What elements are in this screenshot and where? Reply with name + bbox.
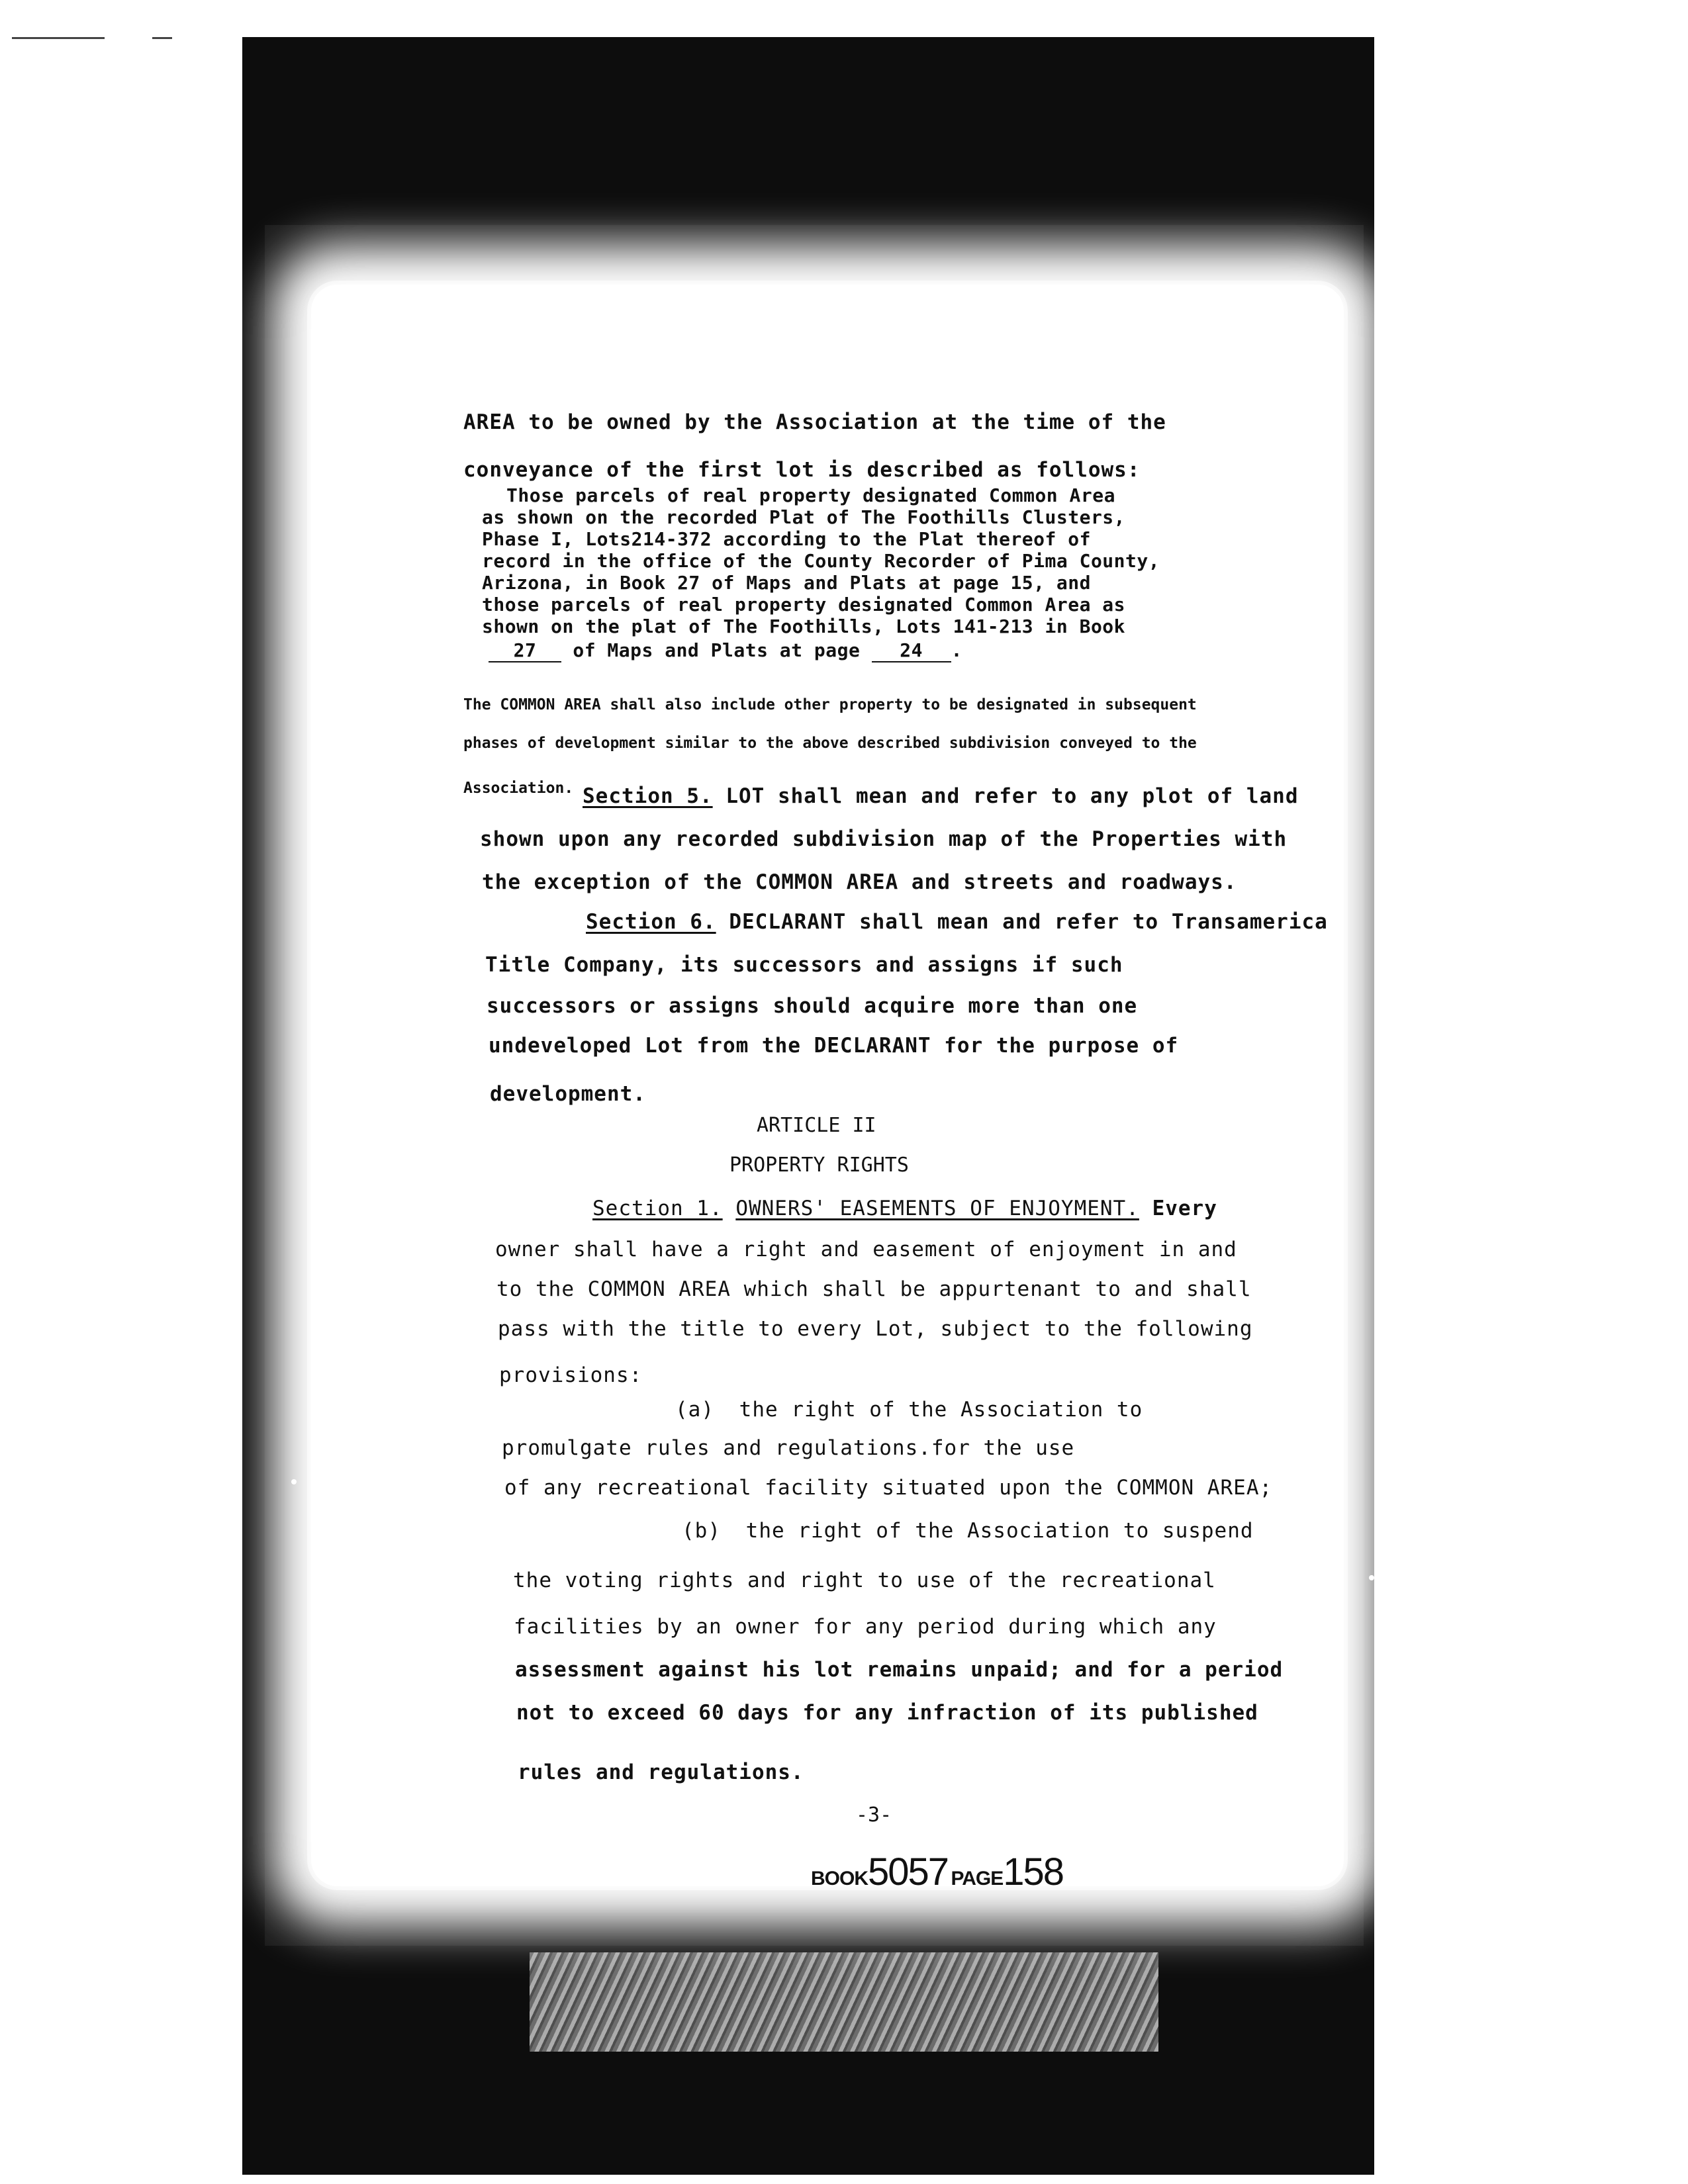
- intro-line: AREA to be owned by the Association at the time of the: [463, 410, 1166, 434]
- section6-line: successors or assigns should acquire more than one: [487, 994, 1138, 1018]
- provision-b-line: not to exceed 60 days for any infraction of its published: [516, 1701, 1258, 1725]
- section1-line: to the COMMON AREA which shall be appurtenant to and shall: [496, 1277, 1252, 1301]
- common-area-note-line: The COMMON AREA shall also include other property to be designated in subsequent: [463, 696, 1197, 713]
- section6-label: Section 6.: [586, 910, 716, 934]
- legal-line: those parcels of real property designated Common Area as: [482, 594, 1126, 615]
- provision-b-label: (b): [682, 1519, 721, 1543]
- page-label: PAGE: [951, 1868, 1004, 1889]
- common-area-note-line: phases of development similar to the above described subdivision conveyed to the: [463, 735, 1197, 752]
- section6-line: Title Company, its successors and assigns if such: [485, 953, 1123, 977]
- provision-a-label: (a): [675, 1398, 714, 1422]
- section6-line: development.: [490, 1082, 646, 1106]
- section1-title: OWNERS' EASEMENTS OF ENJOYMENT.: [735, 1197, 1139, 1220]
- book-line-end: .: [951, 639, 963, 661]
- section1-text: Every: [1152, 1197, 1217, 1220]
- provision-b-first-line: [682, 1519, 1254, 1543]
- book-number-blank: 27: [489, 639, 561, 662]
- provision-b-line: rules and regulations.: [518, 1760, 804, 1784]
- section6-line: undeveloped Lot from the DECLARANT for the purpose of: [489, 1034, 1179, 1058]
- section5-text: LOT shall mean and refer to any plot of land: [726, 784, 1299, 808]
- book-page-number: 158: [1003, 1850, 1064, 1893]
- section5-line: shown upon any recorded subdivision map of the Properties with: [480, 827, 1288, 851]
- legal-line: shown on the plat of The Foothills, Lots 141-213 in Book: [482, 615, 1126, 637]
- legal-line: as shown on the recorded Plat of The Foothills Clusters,: [482, 506, 1126, 528]
- section5-first-line: [583, 784, 1299, 808]
- legal-line: Phase I, Lots214-372 according to the Plat thereof of: [482, 528, 1091, 550]
- article-title: PROPERTY RIGHTS: [729, 1154, 909, 1177]
- book-number: 5057: [868, 1850, 949, 1893]
- common-area-note-line: Association.: [463, 780, 574, 797]
- provision-b-text: the right of the Association to suspend: [745, 1519, 1254, 1543]
- section1-line: provisions:: [499, 1363, 643, 1387]
- page-number: -3-: [856, 1803, 892, 1827]
- article-number: ARTICLE II: [757, 1114, 876, 1137]
- provision-b-line: facilities by an owner for any period during which any: [514, 1615, 1217, 1639]
- book-line-text: of Maps and Plats at page: [573, 639, 861, 661]
- provision-b-line: assessment against his lot remains unpaid; and for a period: [515, 1658, 1284, 1682]
- intro-line: conveyance of the first lot is described as follows:: [463, 458, 1141, 482]
- book-page-stamp: [811, 1850, 1063, 1894]
- section5-label: Section 5.: [583, 784, 713, 808]
- legal-line: record in the office of the County Recorder of Pima County,: [482, 550, 1160, 572]
- provision-a-text: the right of the Association to: [739, 1398, 1143, 1422]
- legal-line-book: [489, 639, 962, 662]
- section1-label: Section 1.: [592, 1197, 723, 1220]
- provision-a-line: of any recreational facility situated upon the COMMON AREA;: [504, 1476, 1273, 1500]
- book-label: BOOK: [811, 1868, 868, 1889]
- provision-a-first-line: [675, 1398, 1143, 1422]
- section1-first-line: [592, 1197, 1217, 1220]
- provision-b-line: the voting rights and right to use of the recreational: [513, 1569, 1216, 1592]
- section5-line: the exception of the COMMON AREA and streets and roadways.: [482, 870, 1237, 894]
- page-number-blank: 24: [872, 639, 951, 662]
- section6-text: DECLARANT shall mean and refer to Transamerica: [729, 910, 1328, 934]
- provision-a-line: promulgate rules and regulations.for the use: [502, 1436, 1075, 1460]
- legal-line: Arizona, in Book 27 of Maps and Plats at page 15, and: [482, 572, 1091, 594]
- legal-line: Those parcels of real property designated Common Area: [506, 484, 1115, 506]
- section6-first-line: [586, 910, 1328, 934]
- section1-line: pass with the title to every Lot, subject to the following: [498, 1317, 1253, 1341]
- section1-line: owner shall have a right and easement of enjoyment in and: [495, 1238, 1237, 1261]
